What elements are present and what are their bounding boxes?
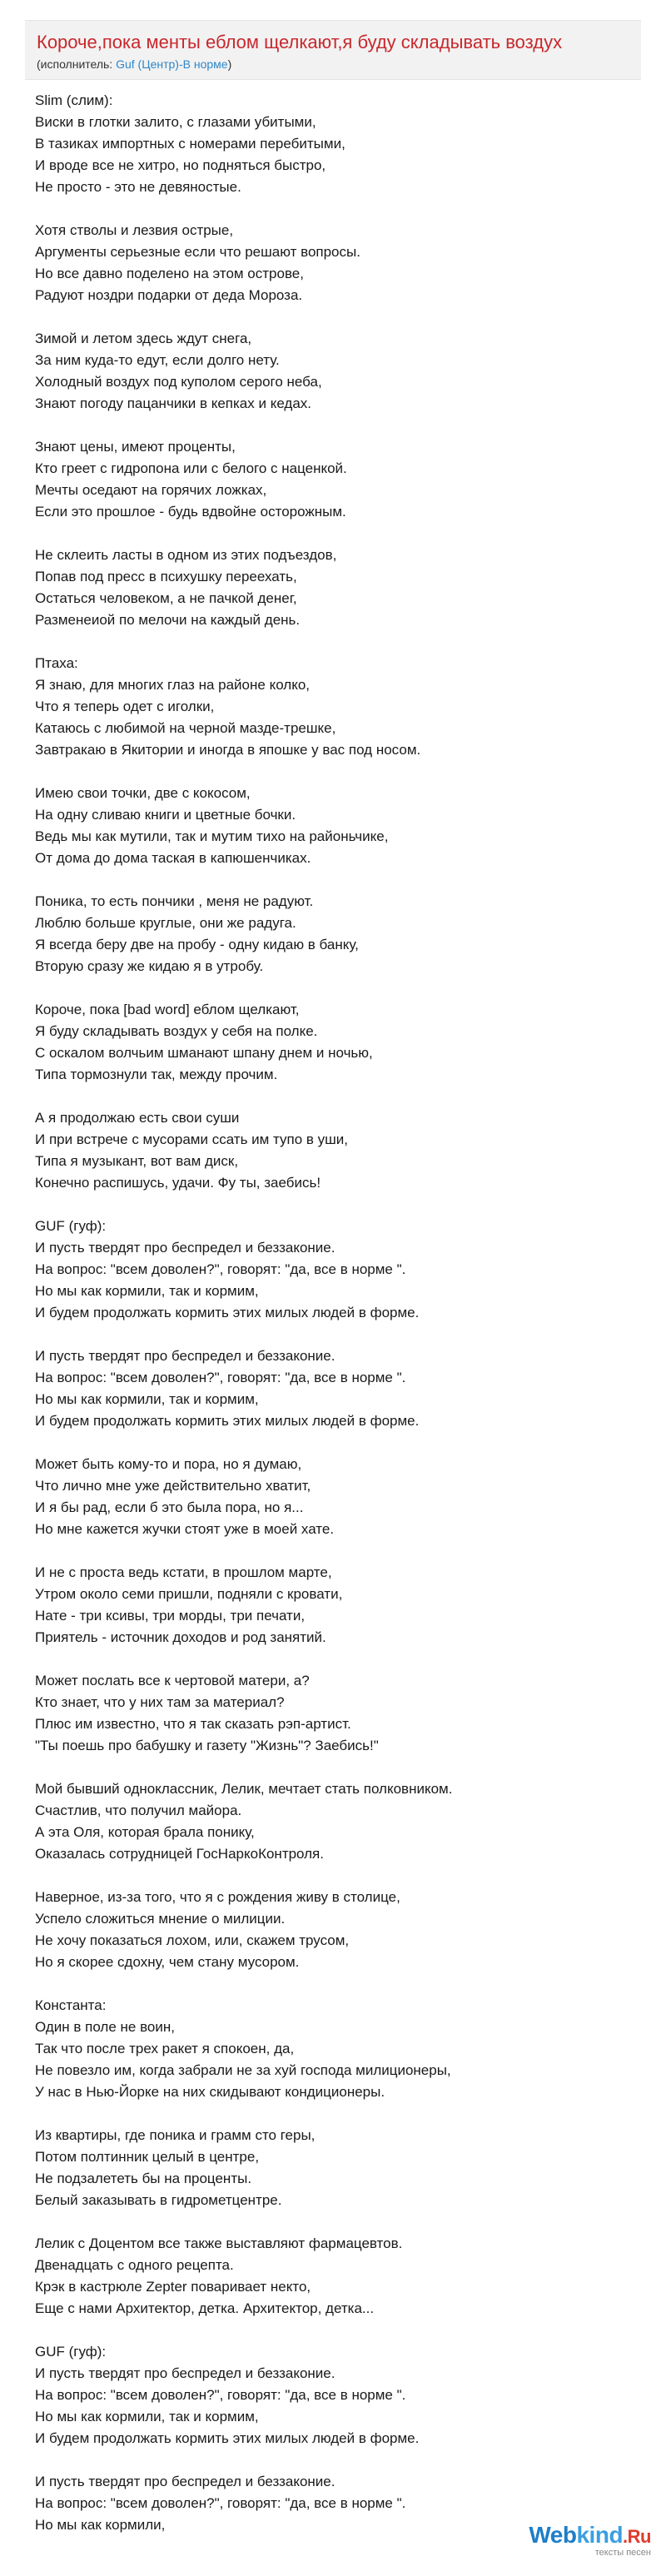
lyric-line: Поника, то есть пончики , меня не радуют.	[35, 893, 314, 909]
lyric-line: Вторую сразу же кидаю я в утробу.	[35, 958, 264, 974]
lyric-line: Не хочу показаться лохом, или, скажем трусом,	[35, 1932, 350, 1948]
lyric-line: Если это прошлое - будь вдвойне осторожным.	[35, 504, 346, 520]
lyric-line: GUF (гуф):	[35, 1218, 107, 1234]
lyrics-body	[35, 90, 634, 2558]
lyric-line: Так что после трех ракет я спокоен, да,	[35, 2041, 295, 2056]
lyric-line: В тазиках импортных с номерами перебитыми,	[35, 136, 345, 152]
lyrics-stanza	[35, 1345, 634, 1432]
byline-prefix: (исполнитель:	[37, 57, 117, 71]
lyric-line: Мой бывший одноклассник, Лелик, мечтает стать полковником.	[35, 1781, 453, 1797]
lyric-line: Типа я музыкант, вот вам диск,	[35, 1153, 239, 1169]
lyric-line: И вроде все не хитро, но подняться быстро,	[35, 157, 326, 173]
lyric-line: Может быть кому-то и пора, но я думаю,	[35, 1456, 302, 1472]
logo-subtitle: тексты песен	[594, 2548, 651, 2558]
lyric-line: И я бы рад, если б это была пора, но я...	[35, 1499, 304, 1515]
lyric-line: Катаюсь с любимой на черной мазде-трешке,	[35, 720, 336, 736]
lyric-line: Но мы как кормили,	[35, 2517, 166, 2533]
lyric-line: Но мне кажется жучки стоят уже в моей хате.	[35, 1521, 335, 1537]
artist-link[interactable]: Guf (Центр)-В норме	[116, 57, 228, 71]
lyrics-stanza	[35, 783, 634, 869]
lyric-line: Разменеиой по мелочи на каждый день.	[35, 612, 301, 628]
lyric-line: Белый заказывать в гидрометцентре.	[35, 2192, 282, 2208]
lyric-line: Конечно распишусь, удачи. Фу ты, заебись!	[35, 1175, 321, 1191]
lyric-line: Мечты оседают на горячих ложках,	[35, 482, 267, 498]
lyrics-stanza	[35, 1887, 634, 1973]
lyric-line: И будем продолжать кормить этих милых людей в форме.	[35, 1413, 420, 1429]
lyric-line: А я продолжаю есть свои суши	[35, 1110, 240, 1126]
lyric-line: Радуют ноздри подарки от деда Мороза.	[35, 287, 303, 303]
lyric-line: Не просто - это не девяностые.	[35, 179, 241, 195]
lyric-line: Нате - три ксивы, три морды, три печати,	[35, 1608, 306, 1624]
lyric-line: Знают погоду пацанчики в кепках и кедах.	[35, 395, 312, 411]
lyric-line: Наверное, из-за того, что я с рождения живу в столице,	[35, 1889, 400, 1905]
lyric-line: Оказалась сотрудницей ГосНаркоКонтроля.	[35, 1846, 324, 1862]
lyric-line: Но мы как кормили, так и кормим,	[35, 2409, 259, 2424]
lyric-line: Кто знает, что у них там за материал?	[35, 1694, 285, 1710]
lyric-line: Попав под пресс в психушку переехать,	[35, 569, 297, 584]
lyrics-stanza	[35, 2341, 634, 2449]
lyric-line: Я буду складывать воздух у себя на полке.	[35, 1023, 318, 1039]
lyrics-stanza	[35, 999, 634, 1086]
lyric-line: Птаха:	[35, 655, 78, 671]
lyrics-stanza	[35, 90, 634, 198]
lyric-line: И пусть твердят про беспредел и беззаконие.	[35, 2474, 335, 2489]
logo-kind-text: kind	[576, 2522, 624, 2548]
lyric-line: Аргументы серьезные если что решают вопросы.	[35, 244, 360, 260]
lyric-line: На вопрос: "всем доволен?", говорят: "да, все в норме ".	[35, 2495, 406, 2511]
lyrics-stanza	[35, 545, 634, 631]
lyrics-stanza	[35, 2125, 634, 2211]
lyric-line: Slim (слим):	[35, 92, 113, 108]
lyric-line: И будем продолжать кормить этих милых людей в форме.	[35, 2430, 420, 2446]
lyrics-stanza	[35, 1216, 634, 1324]
lyric-line: За ним куда-то едут, если долго нету.	[35, 352, 280, 368]
lyric-line: Но мы как кормили, так и кормим,	[35, 1283, 259, 1299]
lyrics-stanza	[35, 436, 634, 523]
lyric-line: Остаться человеком, а не пачкой денег,	[35, 590, 297, 606]
lyric-line: Холодный воздух под куполом серого неба,	[35, 374, 322, 390]
lyric-line: И пусть твердят про беспредел и беззаконие.	[35, 2365, 335, 2381]
lyric-line: Имею свои точки, две с кокосом,	[35, 785, 251, 801]
logo-wordmark	[529, 2523, 651, 2549]
lyric-line: Успело сложиться мнение о милиции.	[35, 1911, 286, 1927]
webkind-logo[interactable]	[529, 2523, 651, 2558]
lyric-line: Я знаю, для многих глаз на районе колко,	[35, 677, 311, 693]
song-header	[25, 20, 641, 80]
lyric-line: Я всегда беру две на пробу - одну кидаю в банку,	[35, 937, 359, 952]
lyric-line: Не подзалететь бы на проценты.	[35, 2171, 252, 2186]
lyric-line: Ведь мы как мутили, так и мутим тихо на районьчике,	[35, 828, 389, 844]
lyric-line: Один в поле не воин,	[35, 2019, 175, 2035]
lyrics-stanza	[35, 2233, 634, 2320]
song-title: Короче,пока менты еблом щелкают,я буду складывать воздух	[37, 32, 563, 52]
lyric-line: Виски в глотки залито, с глазами убитыми,	[35, 114, 316, 130]
lyric-line: Люблю больше круглые, они же радуга.	[35, 915, 296, 931]
lyrics-stanza	[35, 1562, 634, 1649]
lyric-line: На одну сливаю книги и цветные бочки.	[35, 807, 296, 823]
lyric-line: Не склеить ласты в одном из этих подъездов,	[35, 547, 337, 563]
lyric-line: А эта Оля, которая брала понику,	[35, 1824, 255, 1840]
lyric-line: И пусть твердят про беспредел и беззаконие.	[35, 1240, 335, 1256]
lyric-line: На вопрос: "всем доволен?", говорят: "да, все в норме ".	[35, 2387, 406, 2403]
lyric-line: Крэк в кастрюле Zepter поваривает некто,	[35, 2279, 311, 2295]
lyric-line: На вопрос: "всем доволен?", говорят: "да, все в норме ".	[35, 1370, 406, 1385]
lyric-line: Но мы как кормили, так и кормим,	[35, 1391, 259, 1407]
lyric-line: От дома до дома таская в капюшенчиках.	[35, 850, 311, 866]
lyric-line: Счастлив, что получил майора.	[35, 1803, 242, 1818]
lyric-line: Лелик с Доцентом все также выставляют фармацевтов.	[35, 2235, 403, 2251]
lyric-line: Но я скорее сдохну, чем стану мусором.	[35, 1954, 300, 1970]
lyric-line: Двенадцать с одного рецепта.	[35, 2257, 234, 2273]
lyric-line: Плюс им известно, что я так сказать рэп-артист.	[35, 1716, 351, 1732]
lyric-line: Утром около семи пришли, подняли с кровати,	[35, 1586, 343, 1602]
lyrics-stanza	[35, 220, 634, 306]
lyric-line: И при встрече с мусорами ссать им тупо в уши,	[35, 1131, 349, 1147]
lyric-line: Но все давно поделено на этом острове,	[35, 266, 304, 281]
lyric-line: И пусть твердят про беспредел и беззаконие.	[35, 1348, 335, 1364]
lyric-line: Короче, пока [bad word] еблом щелкают,	[35, 1002, 300, 1017]
lyric-line: GUF (гуф):	[35, 2344, 107, 2360]
lyric-line: "Ты поешь про бабушку и газету "Жизнь"? Заебись!"	[35, 1738, 379, 1753]
lyric-line: Кто греет с гидропона или с белого с наценкой.	[35, 460, 347, 476]
lyrics-stanza	[35, 1107, 634, 1194]
lyrics-stanza	[35, 1995, 634, 2103]
lyric-line: Из квартиры, где поника и грамм сто геры,	[35, 2127, 316, 2143]
lyrics-stanza	[35, 1778, 634, 1865]
lyric-line: И не с проста ведь кстати, в прошлом марте,	[35, 1564, 332, 1580]
lyric-line: Хотя стволы и лезвия острые,	[35, 222, 234, 238]
lyric-line: Не повезло им, когда забрали не за хуй господа милиционеры,	[35, 2062, 451, 2078]
lyric-line: На вопрос: "всем доволен?", говорят: "да, все в норме ".	[35, 1261, 406, 1277]
lyric-line: Что я теперь одет с иголки,	[35, 699, 215, 714]
lyrics-stanza	[35, 891, 634, 977]
lyric-line: Потом полтинник целый в центре,	[35, 2149, 260, 2165]
lyric-line: Знают цены, имеют проценты,	[35, 439, 236, 455]
lyric-line: С оскалом волчьим шманают шпану днем и ночью,	[35, 1045, 373, 1061]
lyrics-stanza	[35, 328, 634, 415]
logo-web-text: Web	[529, 2522, 577, 2548]
lyric-line: Завтракаю в Якитории и иногда в япошке у вас под носом.	[35, 742, 421, 758]
artist-byline	[37, 56, 629, 72]
lyric-line: И будем продолжать кормить этих милых людей в форме.	[35, 1305, 420, 1320]
lyrics-stanza	[35, 1454, 634, 1540]
lyric-line: Типа тормознули так, между прочим.	[35, 1067, 278, 1082]
lyrics-stanza	[35, 1670, 634, 1757]
lyric-line: Что лично мне уже действительно хватит,	[35, 1478, 311, 1494]
lyric-line: Приятель - источник доходов и род занятий.	[35, 1629, 326, 1645]
byline-suffix: )	[227, 57, 232, 71]
lyric-line: Зимой и летом здесь ждут снега,	[35, 331, 252, 346]
lyric-line: Еще с нами Архитектор, детка. Архитектор, детка...	[35, 2300, 375, 2316]
lyric-line: Может послать все к чертовой матери, а?	[35, 1673, 310, 1688]
logo-ru-text: .Ru	[623, 2526, 651, 2547]
lyrics-stanza	[35, 653, 634, 761]
lyric-line: Константа:	[35, 1997, 107, 2013]
lyric-line: У нас в Нью-Йорке на них скидывают кондиционеры.	[35, 2084, 385, 2100]
